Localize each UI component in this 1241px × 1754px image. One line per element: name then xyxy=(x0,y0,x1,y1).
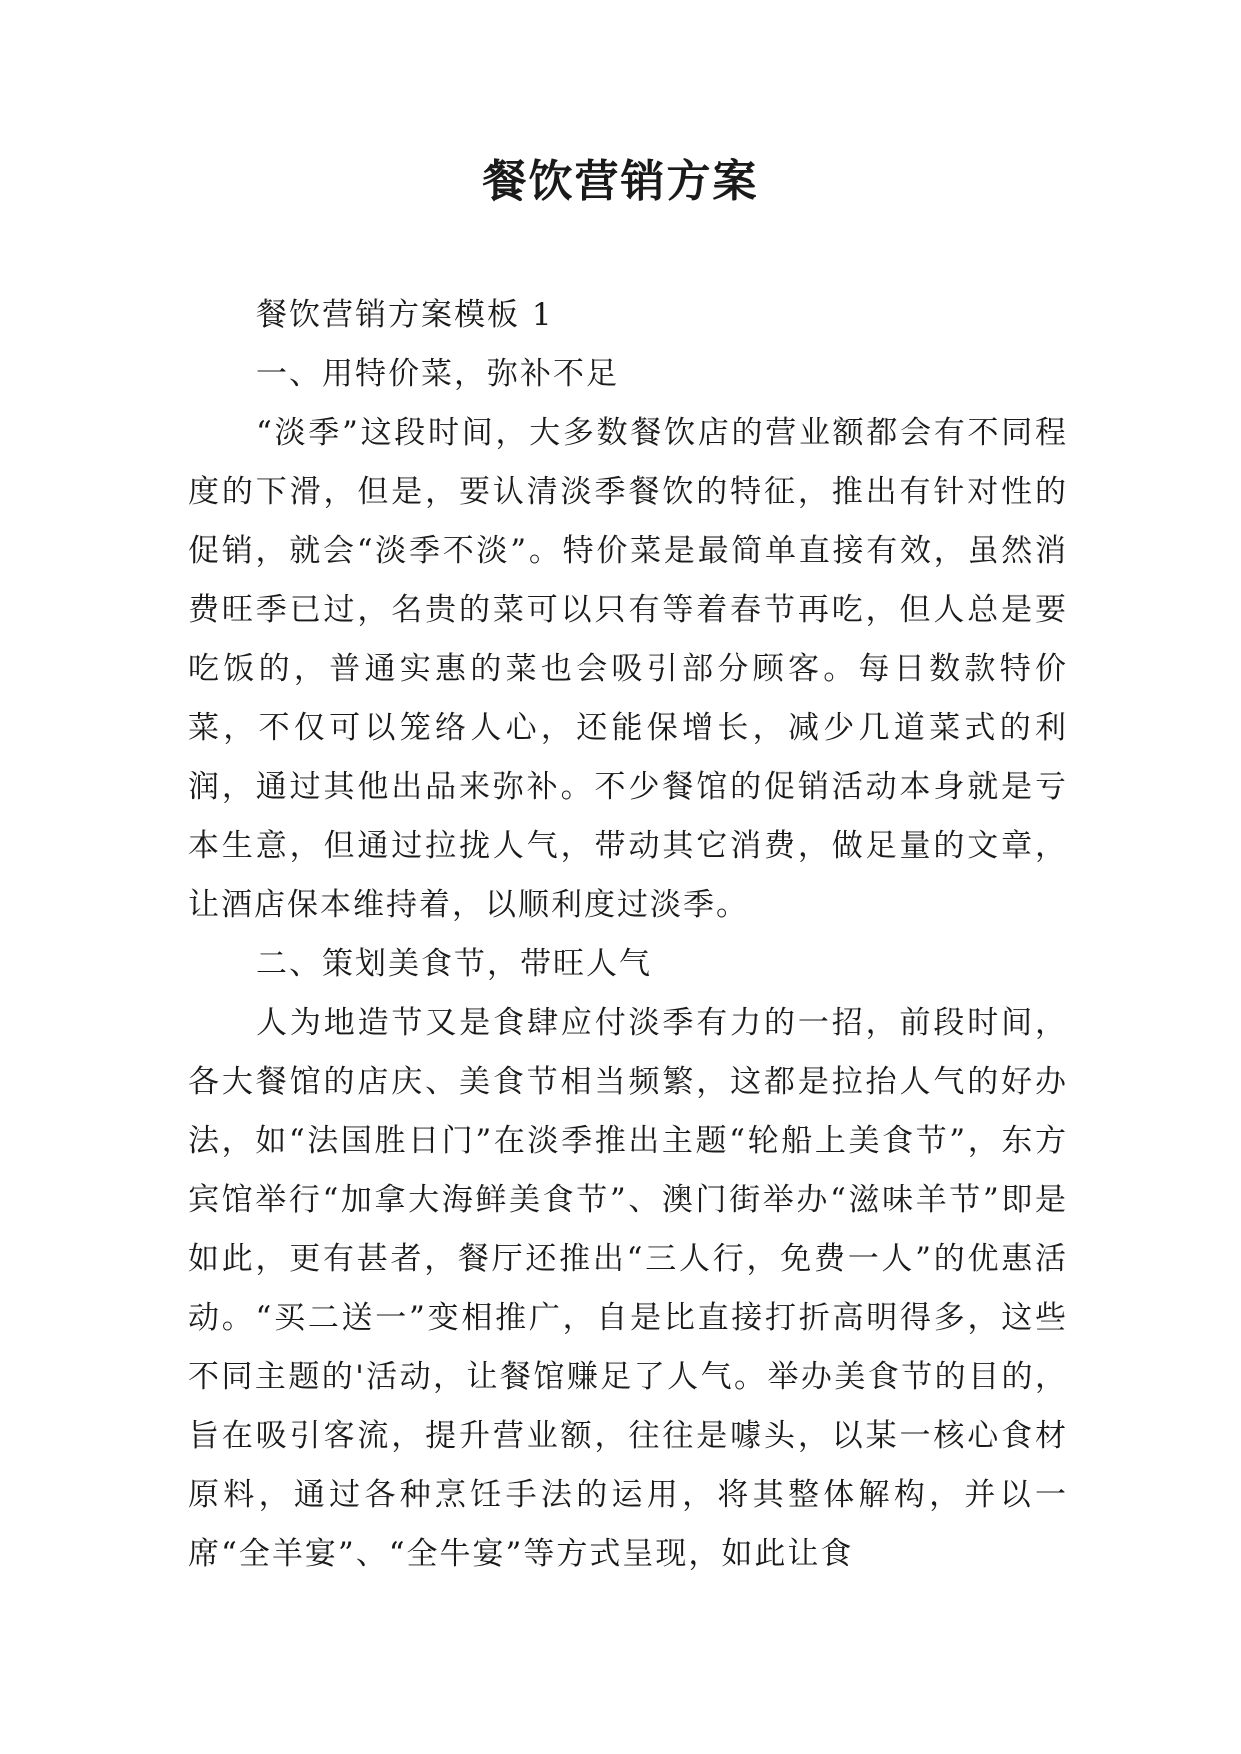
document-body xyxy=(188,286,1068,1584)
section-heading-1: 一、用特价菜，弥补不足 xyxy=(256,356,619,392)
template-heading: 餐饮营销方案模板 1 xyxy=(256,297,554,333)
body-paragraph-1: “淡季”这段时间，大多数餐饮店的营业额都会有不同程度的下滑，但是，要认清淡季餐饮的特征，推出有针对性的促销，就会“淡季不淡”。特价菜是最简单直接有效，虽然消费旺季已过，名贵的菜可以只有等着春节再吃，但人总是要吃饭的，普通实惠的菜也会吸引部分顾客。每日数款特价菜，不仅可以笼络人心，还能保增长，减少几道菜式的利润，通过其他出品来弥补。不少餐馆的促销活动本身就是亏本生意，但通过拉拢人气，带动其它消费，做足量的文章，让酒店保本维持着，以顺利度过淡季。 xyxy=(188,415,1068,923)
body-paragraph-2: 人为地造节又是食肆应付淡季有力的一招，前段时间，各大餐馆的店庆、美食节相当频繁，这都是拉抬人气的好办法，如“法国胜日门”在淡季推出主题“轮船上美食节”，东方宾馆举行“加拿大海鲜美食节”、澳门街举办“滋味羊节”即是如此，更有甚者，餐厅还推出“三人行，免费一人”的优惠活动。“买二送一”变相推广，自是比直接打折高明得多，这些不同主题的'活动，让餐馆赚足了人气。举办美食节的目的，旨在吸引客流，提升营业额，往往是噱头，以某一核心食材原料，通过各种烹饪手法的运用，将其整体解构，并以一席“全羊宴”、“全牛宴”等方式呈现，如此让食 xyxy=(188,1005,1068,1572)
section-heading-2: 二、策划美食节，带旺人气 xyxy=(256,946,652,982)
document-title: 餐饮营销方案 xyxy=(482,156,759,207)
